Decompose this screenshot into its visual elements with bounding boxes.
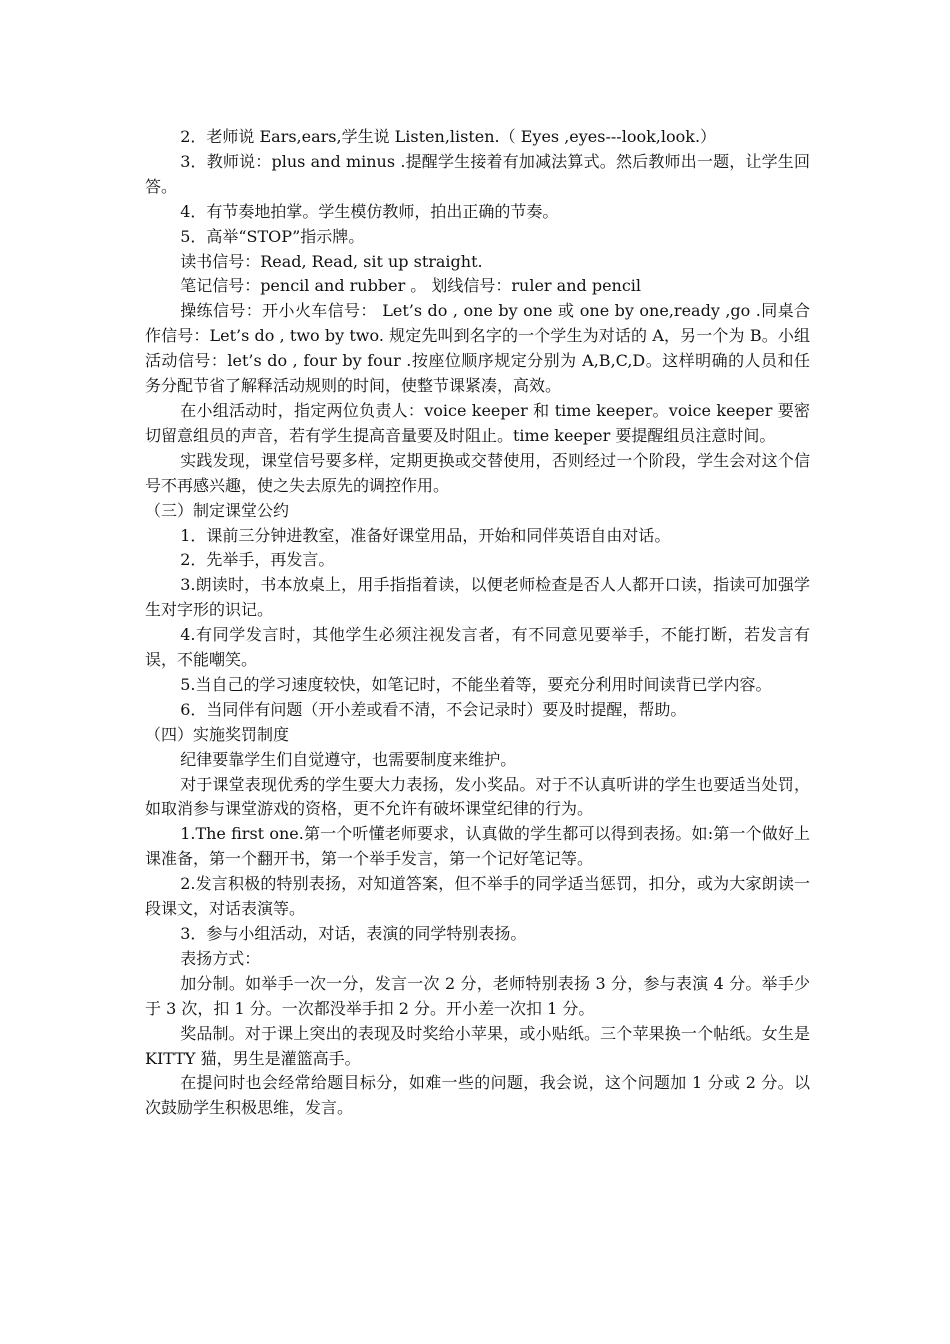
paragraph-signal-ears: 2．老师说 Ears,ears,学生说 Listen,listen.（ Eyes ,eyes---look,look.） xyxy=(180,127,717,146)
paragraph-rule-6: 6．当同伴有问题（开小差或看不清，不会记录时）要及时提醒，帮助。 xyxy=(180,699,687,719)
paragraph-rule-2: 2．先举手，再发言。 xyxy=(180,550,335,570)
section-heading-classroom-rules: （三）制定课堂公约 xyxy=(145,500,290,520)
paragraph-rule-5: 5.当自己的学习速度较快，如笔记时，不能坐着等，要充分利用时间读背已学内容。 xyxy=(180,674,772,694)
document-body xyxy=(145,125,810,1121)
section-heading-rewards: （四）实施奖罚制度 xyxy=(145,724,290,744)
paragraph-signal-plus-minus: 3．教师说：plus and minus .提醒学生接着有加减法算式。然后教师出一题，让学生回答。 xyxy=(145,151,810,196)
paragraph-active-speaking: 2.发言积极的特别表扬，对知道答案，但不举手的同学适当惩罚，扣分，或为大家朗读一段课文，对话表演等。 xyxy=(145,874,810,919)
paragraph-rule-3: 3.朗读时，书本放桌上，用手指指着读，以便老师检查是否人人都开口读，指读可加强学生对字形的识记。 xyxy=(145,575,810,620)
paragraph-question-points: 在提问时也会经常给题目标分，如难一些的问题，我会说，这个问题加 1 分或 2 分。以次鼓励学生积极思维，发言。 xyxy=(145,1073,810,1118)
paragraph-signal-stop: 5．高举“STOP”指示牌。 xyxy=(180,226,365,246)
paragraph-signal-clap: 4．有节奏地拍掌。学生模仿教师，拍出正确的节奏。 xyxy=(180,201,559,221)
paragraph-discipline: 纪律要靠学生们自觉遵守，也需要制度来维护。 xyxy=(180,749,517,769)
paragraph-reading-signal: 读书信号：Read, Read, sit up straight. xyxy=(180,251,483,271)
paragraph-practice-finding: 实践发现，课堂信号要多样，定期更换或交替使用，否则经过一个阶段，学生会对这个信号不再感兴趣，使之失去原先的调控作用。 xyxy=(145,450,810,495)
paragraph-rule-4: 4.有同学发言时，其他学生必须注视发言者，有不同意见要举手，不能打断，若发言有误，不能嘲笑。 xyxy=(145,625,810,670)
paragraph-group-keepers: 在小组活动时，指定两位负责人：voice keeper 和 time keeper。voice keeper 要密切留意组员的声音，若有学生提高音量要及时阻止。time keeper 要提醒组员注意时间。 xyxy=(145,400,810,445)
paragraph-rule-1: 1．课前三分钟进教室，准备好课堂用品，开始和同伴英语自由对话。 xyxy=(180,525,671,545)
paragraph-prize-system: 奖品制。对于课上突出的表现及时奖给小苹果，或小贴纸。三个苹果换一个帖纸。女生是 KITTY 猫，男生是灌篮高手。 xyxy=(145,1023,810,1068)
paragraph-group-praise: 3．参与小组活动，对话，表演的同学特别表扬。 xyxy=(180,924,527,943)
paragraph-praise-methods: 表扬方式： xyxy=(180,948,261,968)
paragraph-notes-signal: 笔记信号：pencil and rubber 。 划线信号：ruler and pencil xyxy=(180,276,642,296)
paragraph-praise-punish: 对于课堂表现优秀的学生要大力表扬，发小奖品。对于不认真听讲的学生也要适当处罚，如取消参与课堂游戏的资格，更不允许有破坏课堂纪律的行为。 xyxy=(145,774,810,819)
paragraph-drill-signal: 操练信号：开小火车信号： Let’s do , one by one 或 one by one,ready ,go .同桌合作信号：Let’s do , two by two. 规定先叫到名字的一个学生为对话的 A，另一个为 B。小组活动信号：let’s do , four by four .按座位顺序规定分别为 A,B,C,D。这样明确的人员和任务分配节省了解释活动规则的时间，使整节课紧凑，高效。 xyxy=(145,301,810,396)
paragraph-points-system: 加分制。如举手一次一分，发言一次 2 分，老师特别表扬 3 分，参与表演 4 分。举手少于 3 次，扣 1 分。一次都没举手扣 2 分。开小差一次扣 1 分。 xyxy=(145,973,810,1018)
paragraph-first-one: 1.The first one.第一个听懂老师要求，认真做的学生都可以得到表扬。如:第一个做好上课准备，第一个翻开书，第一个举手发言，第一个记好笔记等。 xyxy=(145,824,810,869)
